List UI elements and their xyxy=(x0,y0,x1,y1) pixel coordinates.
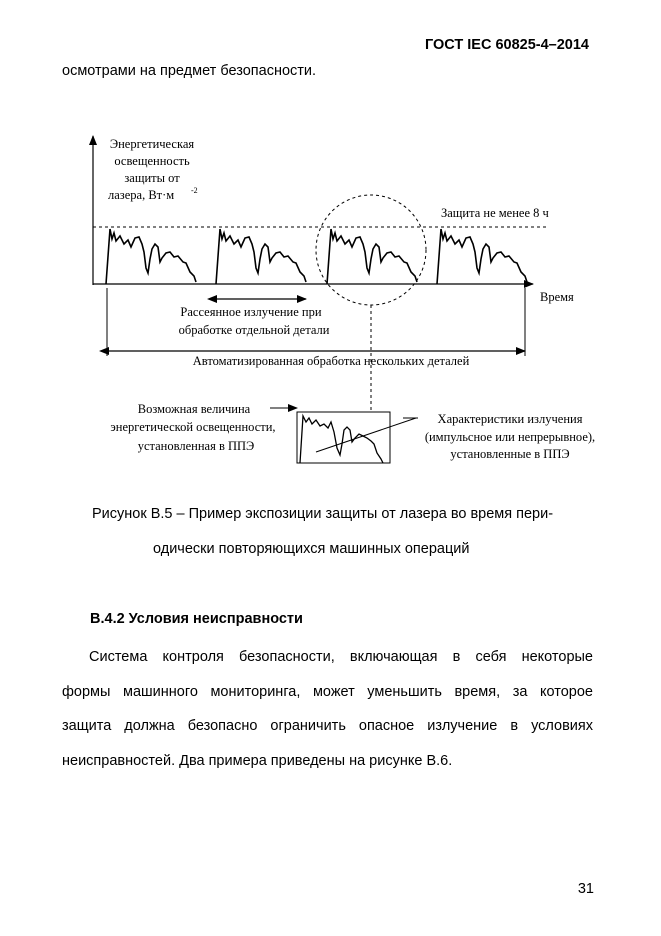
svg-text:освещенность: освещенность xyxy=(114,154,190,168)
svg-text:Рассеянное излучение при: Рассеянное излучение при xyxy=(180,305,322,319)
x-axis-label: Время xyxy=(540,290,574,304)
svg-text:Возможная величина: Возможная величина xyxy=(137,402,251,416)
svg-text:защиты от: защиты от xyxy=(124,171,180,185)
svg-text:установленная в ППЭ: установленная в ППЭ xyxy=(137,439,255,453)
document-header: ГОСТ IEC 60825-4–2014 xyxy=(424,37,589,53)
paragraph-line-4: неисправностей. Два примера приведены на рисунке В.6. xyxy=(62,753,453,769)
svg-text:Характеристики излучения: Характеристики излучения xyxy=(437,412,583,426)
scattered-label xyxy=(179,305,330,337)
svg-text:лазера, Вт·м: лазера, Вт·м xyxy=(108,188,175,202)
radiation-characteristics-label xyxy=(425,412,595,461)
figure-caption-line-2: одически повторяющихся машинных операций xyxy=(153,541,470,557)
continuation-text: осмотрами на предмет безопасности. xyxy=(62,63,317,79)
protection-label: Защита не менее 8 ч xyxy=(441,206,549,220)
paragraph-line-1: Система контроля безопасности, включающая в себя некоторые xyxy=(89,649,593,665)
svg-text:энергетической освещенности,: энергетической освещенности, xyxy=(110,420,276,434)
highlight-circle xyxy=(316,195,426,305)
svg-text:Энергетическая: Энергетическая xyxy=(109,137,195,151)
svg-text:-2: -2 xyxy=(191,186,198,195)
pulse-2 xyxy=(216,229,306,284)
section-heading: В.4.2 Условия неисправности xyxy=(90,611,303,627)
figure-caption-line-1: Рисунок В.5 – Пример экспозиции защиты от лазера во время пери- xyxy=(92,506,554,522)
automated-label: Автоматизированная обработка нескольких деталей xyxy=(192,354,470,368)
svg-text:(импульсное или непрерывное),: (импульсное или непрерывное), xyxy=(424,430,596,444)
pulse-1 xyxy=(106,229,196,284)
y-axis-label xyxy=(108,137,198,202)
pulse-3 xyxy=(327,229,417,284)
page-number: 31 xyxy=(577,881,594,897)
exposure-waveform xyxy=(106,229,527,284)
svg-text:установленные в ППЭ: установленные в ППЭ xyxy=(450,447,570,461)
svg-text:обработке отдельной детали: обработке отдельной детали xyxy=(178,323,330,337)
paragraph-line-3: защита должна безопасно ограничить опасное излучение в условиях xyxy=(62,718,593,734)
possible-irradiance-label xyxy=(110,402,275,453)
paragraph-line-2: формы машинного мониторинга, может уменьшить время, за которое xyxy=(62,684,593,700)
pulse-4 xyxy=(437,229,527,284)
